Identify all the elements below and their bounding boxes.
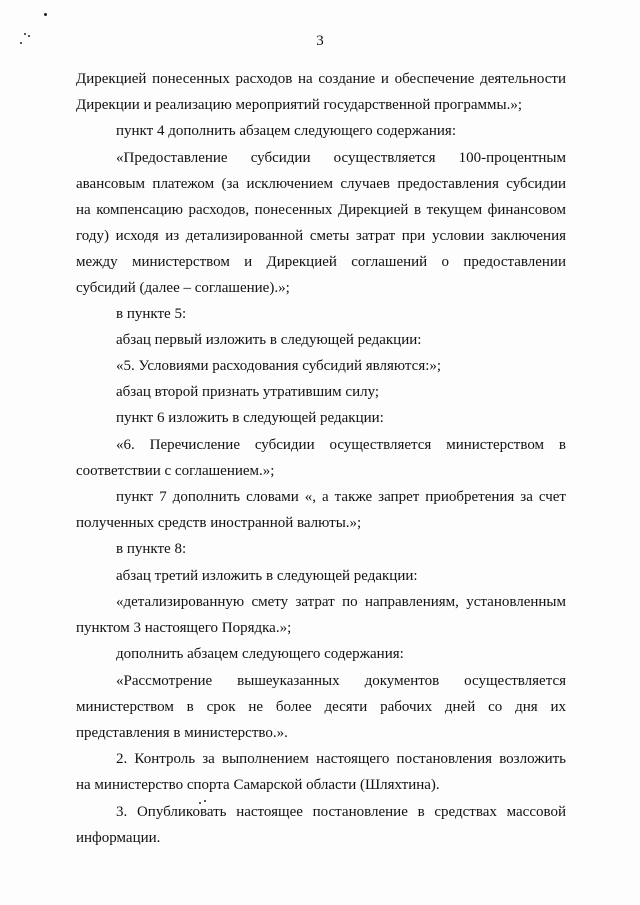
text-line: «Рассмотрение вышеуказанных документов осуществляется [116,673,566,689]
text-line: году) исходя из детализированной сметы затрат при условии заключения [76,228,566,244]
text-line: абзац третий изложить в следующей редакции: [116,568,418,584]
scan-speck [204,800,206,802]
text-line: «6. Перечисление субсидии осуществляется министерством в [116,437,566,453]
text-line: «детализированную смету затрат по направлениям, установленным [116,594,566,610]
text-line: министерством в срок не более десяти рабочих дней со дня их [76,699,566,715]
text-line: пункт 7 дополнить словами «, а также запрет приобретения за счет [116,489,566,505]
text-line: представления в министерство.». [76,725,288,741]
text-line: между министерством и Дирекцией соглашений о предоставлении [76,254,566,270]
text-line: Дирекцией понесенных расходов на создание и обеспечение деятельности [76,71,566,87]
text-line: пункт 4 дополнить абзацем следующего содержания: [116,123,456,139]
text-line: субсидий (далее – соглашение).»; [76,280,290,296]
text-line: Дирекции и реализацию мероприятий государственной программы.»; [76,97,522,113]
text-line: в пункте 5: [116,306,187,322]
text-line: дополнить абзацем следующего содержания: [116,646,404,662]
text-line: абзац первый изложить в следующей редакции: [116,332,422,348]
scan-speck [44,13,47,16]
page-number: 3 [316,33,324,49]
text-line: «Предоставление субсидии осуществляется 100-процентным [116,150,566,166]
text-line: в пункте 8: [116,541,187,557]
text-line: информации. [76,830,161,846]
text-line: абзац второй признать утратившим силу; [116,384,380,400]
text-line: на компенсацию расходов, понесенных Дирекцией в текущем финансовом [76,202,566,218]
text-line: на министерство спорта Самарской области (Шляхтина). [76,777,440,793]
text-line: авансовым платежом (за исключением случаев предоставления субсидии [76,176,566,192]
text-line: полученных средств иностранной валюты.»; [76,515,362,531]
text-line: соответствии с соглашением.»; [76,463,275,479]
text-line: «5. Условиями расходования субсидий являются:»; [116,358,442,374]
text-line: пунктом 3 настоящего Порядка.»; [76,620,292,636]
text-line: 2. Контроль за выполнением настоящего постановления возложить [116,751,566,767]
text-line: 3. Опубликовать настоящее постановление в средствах массовой [116,804,566,820]
text-line: пункт 6 изложить в следующей редакции: [116,410,384,426]
